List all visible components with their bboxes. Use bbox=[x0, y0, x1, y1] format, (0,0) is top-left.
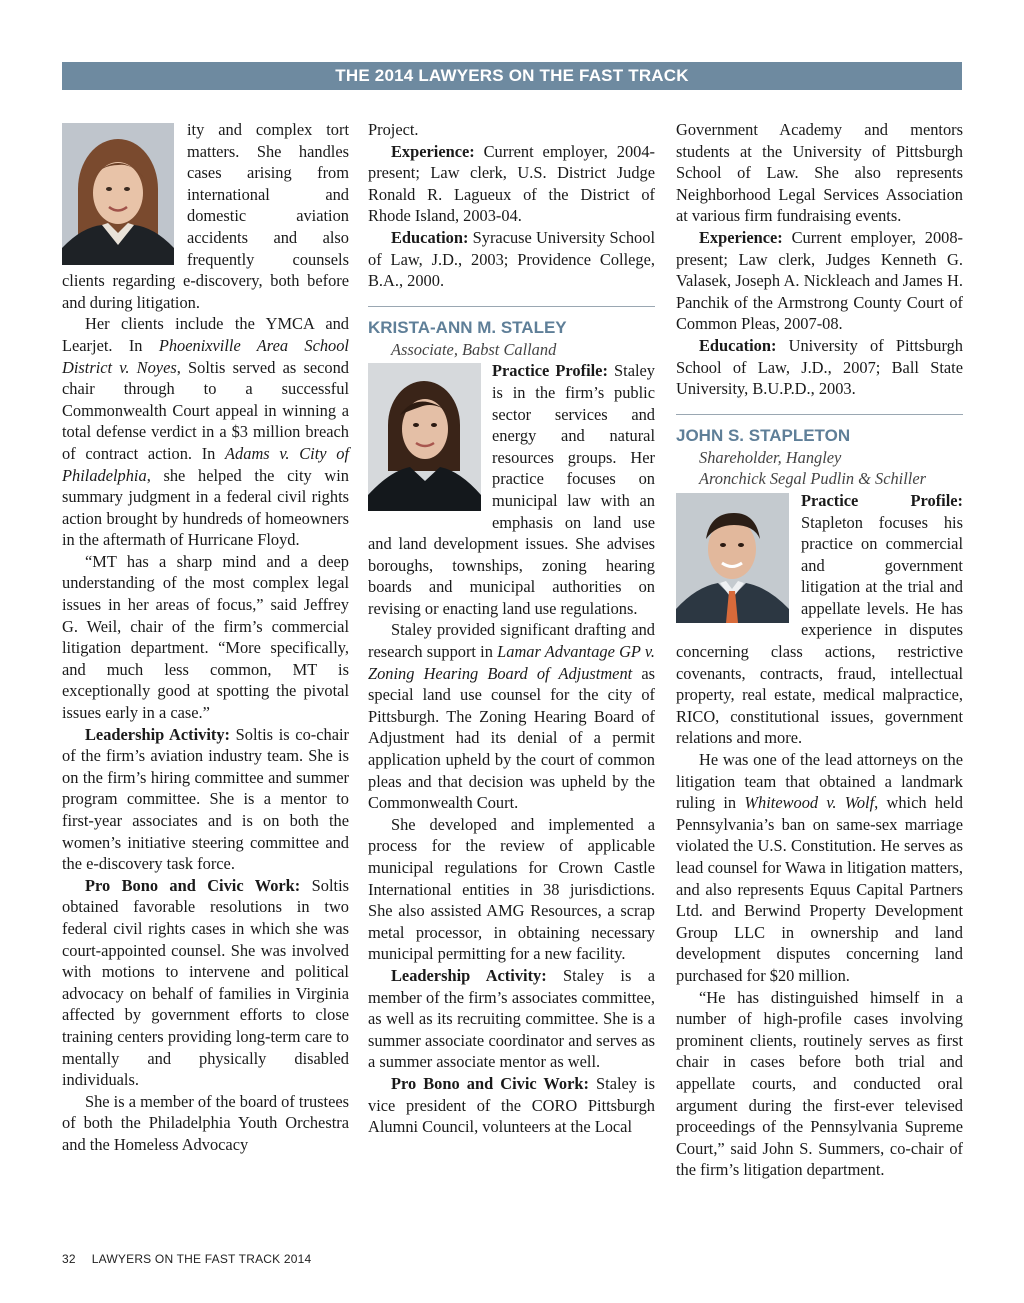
paragraph: Project. bbox=[368, 120, 419, 139]
section-divider bbox=[368, 306, 655, 307]
paragraph: Practice Profile: Stapleton focuses his practice on commercial and government litigation at the trial and appellate levels. He has experience in disputes concerning class actions, restrictive covenants, contracts, fraud, intellectual property, real estate, medical malpractice, RICO, constitutional issues, government relations and more. bbox=[676, 490, 963, 748]
attorney-title: Associate, Babst Calland bbox=[391, 339, 557, 359]
paragraph: She is a member of the board of trustees of both the Philadelphia Youth Orchestra and the Homeless Advocacy bbox=[62, 1091, 349, 1154]
attorney-name: KRISTA-ANN M. STALEY bbox=[368, 317, 567, 337]
paragraph: Pro Bono and Civic Work: Staley is vice president of the CORO Pittsburgh Alumni Council, volunteers at the Local bbox=[368, 1073, 655, 1137]
section-label: Experience: bbox=[391, 141, 475, 161]
attorney-title: Shareholder, Hangley bbox=[699, 447, 842, 467]
column-staley bbox=[368, 119, 655, 1138]
section-label: Leadership Activity: bbox=[391, 965, 547, 985]
paragraph: Leadership Activity: Soltis is co-chair of the firm’s aviation industry team. She is on the firm’s hiring committee and summer program committee. She is a mentor to first-year associates and is on both the women’s initiative steering committee and the e-discovery task force. bbox=[62, 724, 349, 874]
page-footer bbox=[62, 1252, 327, 1266]
paragraph: Experience: Current employer, 2008-present; Law clerk, Judges Kenneth G. Valasek, Joseph A. Nickleach and James H. Panchik of the Armstrong County Court of Common Pleas, 2007-08. bbox=[676, 227, 963, 334]
portrait-staley bbox=[368, 363, 481, 511]
woman-portrait-image bbox=[368, 363, 481, 511]
paragraph: Education: University of Pittsburgh School of Law, J.D., 2007; Ball State University, B.U.P.D., 2003. bbox=[676, 335, 963, 399]
section-label: Education: bbox=[699, 335, 777, 355]
paragraph: Leadership Activity: Staley is a member of the firm’s associates committee, as well as its recruiting committee. She is a summer associate coordinator and serves as a summer associate mentor as well. bbox=[368, 965, 655, 1072]
paragraph: Pro Bono and Civic Work: Soltis obtained favorable resolutions in two federal civil rights cases in which she was court-appointed counsel. She was involved with motions to intervene and political advocacy on behalf of families in Virginia affected by government efforts to close training centers providing long-term care to mentally and physically disabled individuals. bbox=[62, 875, 350, 1090]
column-soltis bbox=[62, 119, 349, 1156]
paragraph: Government Academy and mentors students at the University of Pittsburgh School of Law. She also represents Neighborhood Legal Services Association at various firm fundraising events. bbox=[676, 120, 963, 226]
paragraph: Education: Syracuse University School of Law, J.D., 2003; Providence College, B.A., 2000. bbox=[368, 227, 655, 291]
paragraph: Practice Profile: Staley is in the firm’s public sector services and energy and natural resources groups. Her practice focuses on municipal law with an emphasis on land use and land development issues. She advises boroughs, townships, zoning hearing boards and municipal authorities on revising or enacting land use regulations. bbox=[368, 361, 655, 618]
attorney-title: Aronchick Segal Pudlin & Schiller bbox=[699, 469, 926, 489]
portrait-stapleton bbox=[676, 493, 789, 623]
section-banner: THE 2014 LAWYERS ON THE FAST TRACK bbox=[62, 62, 962, 90]
paragraph: Experience: Current employer, 2004-present; Law clerk, U.S. District Judge Ronald R. Lagueux of the District of Rhode Island, 2003-04. bbox=[368, 141, 655, 226]
paragraph: Her clients include the YMCA and Learjet. In Phoenixville Area School District v. Noyes, Soltis served as second chair through to a successful Commonwealth Court appeal in winning a total defense verdict in a $3 million breach of contract action. In Adams v. City of Philadelphia, she helped the city win summary judgment in a federal civil rights action brought by hundreds of homeowners in the aftermath of Hurricane Floyd. bbox=[62, 314, 349, 550]
page-number: 32 bbox=[62, 1252, 76, 1266]
section-label: Practice Profile: bbox=[492, 361, 608, 381]
attorney-name: JOHN S. STAPLETON bbox=[676, 425, 851, 445]
section-divider bbox=[676, 414, 963, 415]
paragraph: She developed and implemented a process for the review of applicable municipal regulations for Crown Castle International entities in 38 jurisdictions. She also assisted AMG Resources, a scrap metal processor, in obtaining necessary municipal permitting for a new facility. bbox=[368, 814, 655, 964]
paragraph: “MT has a sharp mind and a deep understanding of the most complex legal issues in her areas of focus,” said Jeffrey G. Weil, chair of the firm’s commercial litigation department. “More specifically, and much less common, MT is exceptionally good at spotting the pivotal issues early in a case.” bbox=[62, 551, 349, 723]
section-label: Experience: bbox=[699, 227, 783, 247]
man-portrait-image bbox=[676, 493, 789, 623]
section-label: Leadership Activity: bbox=[85, 724, 230, 744]
section-label: Pro Bono and Civic Work: bbox=[85, 875, 301, 895]
section-label: Education: bbox=[391, 227, 469, 247]
section-label: Pro Bono and Civic Work: bbox=[391, 1073, 589, 1093]
portrait-soltis bbox=[62, 123, 174, 265]
paragraph: ity and complex tort matters. She handles cases arising from international and domestic aviation accidents and also frequently counsels clients regarding e-discovery, both before and during litigation. bbox=[62, 120, 349, 312]
column-stapleton bbox=[676, 119, 963, 1181]
paragraph: He was one of the lead attorneys on the litigation team that obtained a landmark ruling in Whitewood v. Wolf, which held Pennsylvania’s ban on same-sex marriage violated the U.S. Constitution. He serves as lead counsel for Wawa in litigation matters, and also represents Equus Capital Partners Ltd. and Berwind Property Development Group LLC in ownership and land development disputes concerning land purchased for $20 million. bbox=[676, 750, 963, 985]
paragraph: “He has distinguished himself in a number of high-profile cases involving prominent clients, routinely serves as first chair in cases before both trial and appellate courts, and conducted oral argument during the first-ever televised proceedings of the Pennsylvania Supreme Court,” said John S. Summers, co-chair of the firm’s litigation department. bbox=[676, 987, 963, 1180]
section-label: Practice Profile: bbox=[801, 490, 963, 510]
woman-portrait-image bbox=[62, 123, 174, 265]
paragraph: Staley provided significant drafting and research support in Lamar Advantage GP v. Zoning Hearing Board of Adjustment as special land use counsel for the city of Pittsburgh. The Zoning Hearing Board of Adjustment had its denial of a permit application upheld by the court of common pleas and that decision was upheld by the Commonwealth Court. bbox=[368, 620, 655, 813]
publication-name: LAWYERS ON THE FAST TRACK 2014 bbox=[91, 1252, 312, 1266]
